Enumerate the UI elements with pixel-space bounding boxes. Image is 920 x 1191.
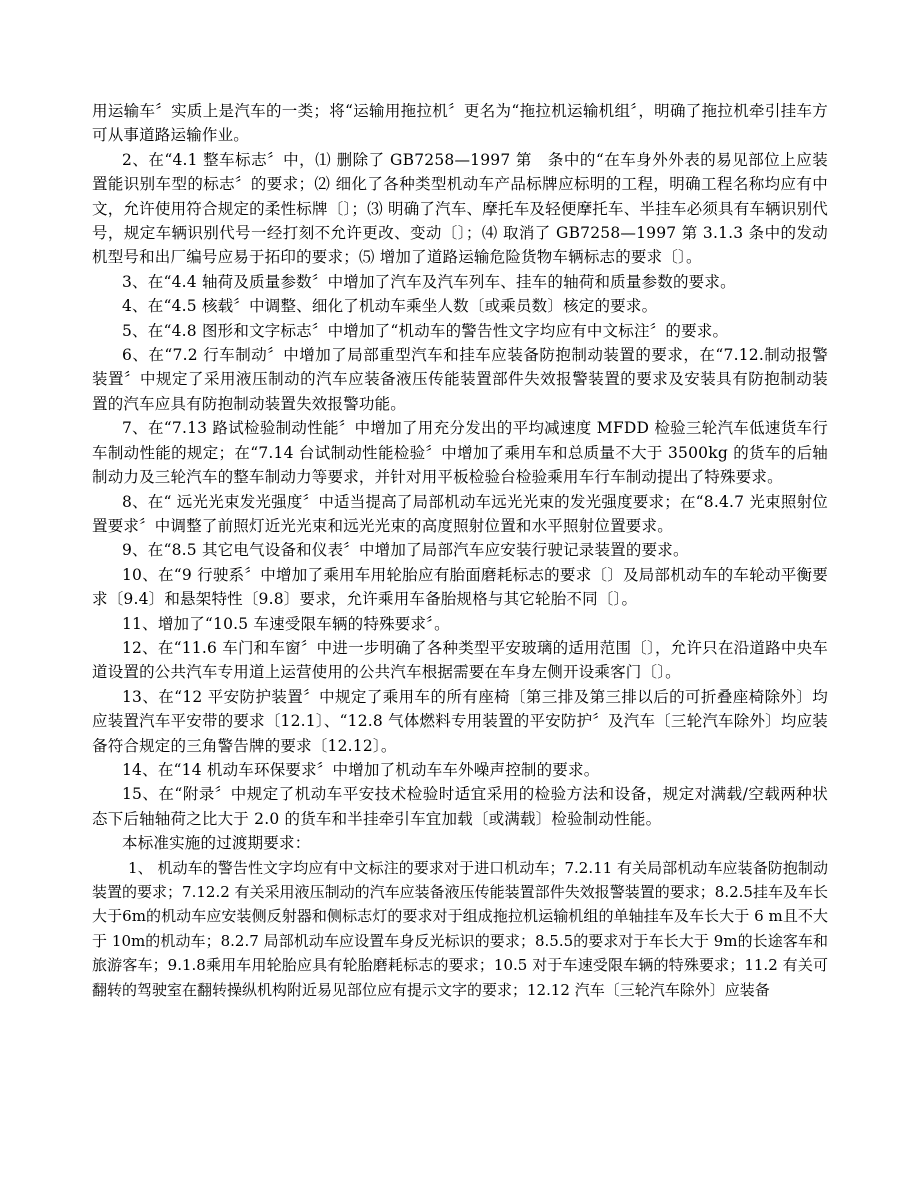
paragraph-item-7: 7、在“7.13 路试检验制动性能〞中增加了用充分发出的平均减速度 MFDD 检验三轮汽车低速货车行车制动性能的规定；在“7.14 台试制动性能检验〞中增加了乘用车和总质量不大于 3500kg 的货车的后轴制动力及三轮汽车的整车制动力等要求，并针对用平板检验台检验乘用车行车制动提出了特殊要求。 [92,419,828,487]
paragraph-item-12: 12、在“11.6 车门和车窗〞中进一步明确了各种类型平安玻璃的适用范围〔〕，允许只在沿道路中央车道设置的公共汽车专用道上运营使用的公共汽车根据需要在车身左侧开设乘客门〔〕。 [92,638,828,682]
paragraph-intro: 用运输车〞实质上是汽车的一类；将“运输用拖拉机〞更名为“拖拉机运输机组〞，明确了拖拉机牵引挂车方可从事道路运输作业。 [92,102,828,145]
paragraph-item-11: 11、增加了“10.5 车速受限车辆的特殊要求〞。 [122,614,450,633]
paragraph-item-8: 8、在“ 远光光束发光强度〞中适当提高了局部机动车远光光束的发光强度要求；在“8.4.7 光束照射位置要求〞中调整了前照灯近光光束和远光光束的高度照射位置和水平照射位置要求。 [92,492,828,535]
paragraph-item-4: 4、在“4.5 核载〞中调整、细化了机动车乘坐人数〔或乘员数〕核定的要求。 [122,297,658,316]
paragraph-item-15: 15、在“附录〞中规定了机动车平安技术检验时适宜采用的检验方法和设备，规定对满载/空载两种状态下后轴轴荷之比大于 2.0 的货车和半挂牵引车宜加载〔或满载〕检验制动性能。 [92,785,828,828]
paragraph-item-10: 10、在“9 行驶系〞中增加了乘用车用轮胎应有胎面磨耗标志的要求〔〕及局部机动车的车轮动平衡要求〔9.4〕和悬架特性〔9.8〕要求，允许乘用车备胎规格与其它轮胎不同〔〕。 [92,565,828,609]
paragraph-transition-details: 1、 机动车的警告性文字均应有中文标注的要求对于进口机动车；7.2.11 有关局部机动车应装备防抱制动装置的要求；7.12.2 有关采用液压制动的汽车应装备液压传能装置部件失效报警装置的要求；8.2.5挂车及车长大于6m的机动车应安装侧反射器和侧标志灯的要求对于组成拖拉机运输机组的单轴挂车及车长大于 6 m且不大于 10m的机动车；8.2.7 局部机动车应设置车身反光标识的要求；8.5.5的要求对于车长大于 9m的长途客车和旅游客车；9.1.8乘用车用轮胎应具有轮胎磨耗标志的要求；10.5 对于车速受限车辆的特殊要求；11.2 有关可翻转的驾驶室在翻转操纵机构附近易见部位应有提示文字的要求；12.12 汽车〔三轮汽车除外〕应装备 [92,858,828,999]
paragraph-item-2: 2、在“4.1 整车标志〞中，⑴ 删除了 GB7258—1997 第 条中的“在车身外外表的易见部位上应装置能识别车型的标志〞的要求；⑵ 细化了各种类型机动车产品标牌应标明的工程，明确工程名称均应有中文，允许使用符合规定的柔性标牌〔〕；⑶ 明确了汽车、摩托车及轻便摩托车、半挂车必须具有车辆识别代号，规定车辆识别代号一经打刻不允许更改、变动〔〕；⑷ 取消了 GB7258—1997 第 3.1.3 条中的发动机型号和出厂编号应易于拓印的要求；⑸ 增加了道路运输危险货物车辆标志的要求〔〕。 [92,150,828,267]
paragraph-transition-heading: 本标准实施的过渡期要求： [122,834,311,853]
paragraph-item-6: 6、在“7.2 行车制动〞中增加了局部重型汽车和挂车应装备防抱制动装置的要求，在“7.12.制动报警装置〞中规定了采用液压制动的汽车应装备液压传能装置部件失效报警装置的要求及安装具有防抱制动装置的汽车应具有防抱制动装置失效报警功能。 [92,346,828,413]
paragraph-item-13: 13、在“12 平安防护装置〞中规定了乘用车的所有座椅〔第三排及第三排以后的可折叠座椅除外〕均应装置汽车平安带的要求〔12.1〕、“12.8 气体燃料专用装置的平安防护〞及汽车〔三轮汽车除外〕均应装备符合规定的三角警告牌的要求〔12.12〕。 [92,687,828,755]
paragraph-item-3: 3、在“4.4 轴荷及质量参数〞中增加了汽车及汽车列车、挂车的轴荷和质量参数的要求。 [122,272,736,291]
paragraph-item-5: 5、在“4.8 图形和文字标志〞中增加了“机动车的警告性文字均应有中文标注〞的要求。 [122,321,729,340]
paragraph-item-9: 9、在“8.5 其它电气设备和仪表〞中增加了局部汽车应安装行驶记录装置的要求。 [122,541,689,560]
paragraph-item-14: 14、在“14 机动车环保要求〞中增加了机动车车外噪声控制的要求。 [122,760,600,779]
